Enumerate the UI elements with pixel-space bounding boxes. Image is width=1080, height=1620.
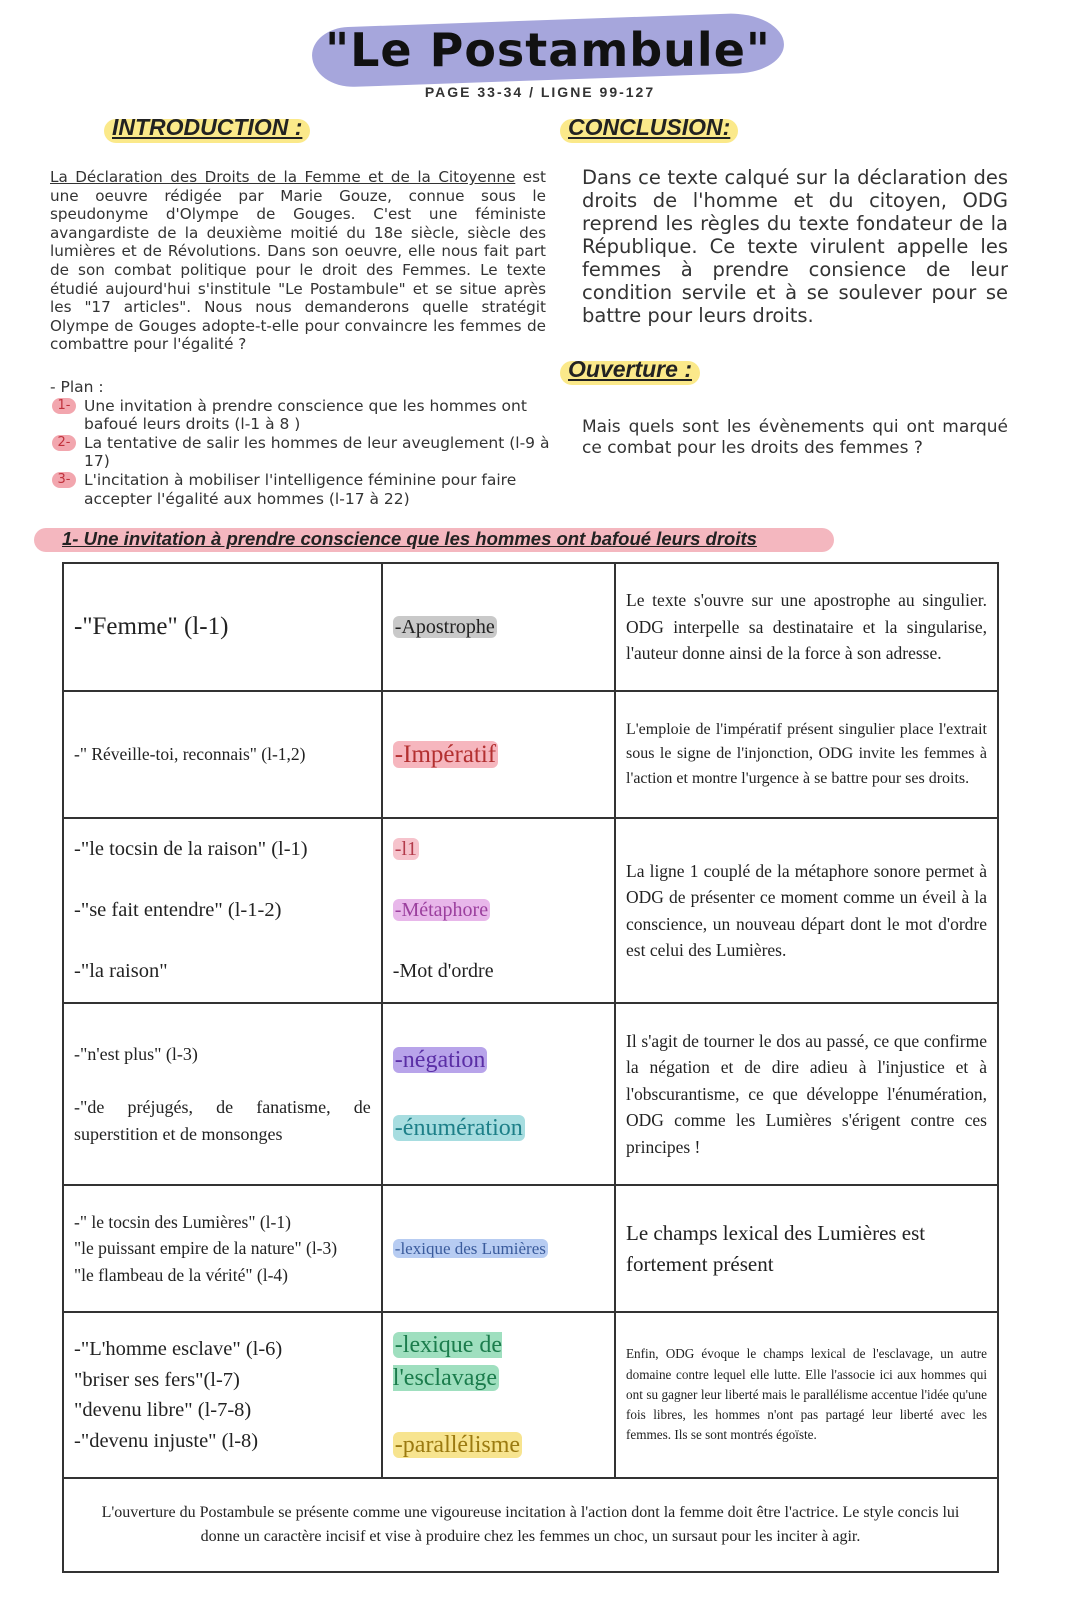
- table-row: [63, 563, 998, 691]
- citation: -"de préjugés, de fanatisme, de superstition et de monsonges: [74, 1096, 371, 1144]
- ouverture-paragraph: Mais quels sont les évènements qui ont marqué ce combat pour les droits des femmes ?: [582, 417, 1008, 458]
- plan-item: [50, 397, 550, 434]
- plan-block: [50, 378, 550, 508]
- procede: -lexique des Lumières: [394, 1238, 546, 1258]
- citation-cell: [63, 1185, 382, 1312]
- table-row: [63, 1478, 998, 1572]
- procede: -négation: [394, 1047, 486, 1073]
- citation: -"n'est plus" (l-3): [74, 1043, 198, 1064]
- citation-cell: [63, 691, 382, 818]
- citation: -"L'homme esclave" (l-6): [74, 1338, 283, 1360]
- citation: -"le tocsin de la raison" (l-1): [74, 838, 308, 860]
- procede-cell: [382, 1312, 615, 1478]
- introduction-text: est une oeuvre rédigée par Marie Gouze, connue sous le speudonyme d'Olympe de Gouges. C'est une féministe avangardiste de la deuxième moitié du 18e siècle, siècle des lumières et de Révolutions. Dans son oeuvre, elle nous fait part de son combat politique pour le droit des Femmes. Le texte étudié aujourd'hui s'institule "Le Postambule" et se situe après les "17 articles". Nous nous demanderons quelle stratégit Olympe de Gouges adopte-t-elle pour convaincre les femmes de combattre pour l'égalité ?: [50, 168, 547, 354]
- citation-cell: [63, 818, 382, 1003]
- ouverture-heading-text: Ouverture :: [568, 356, 692, 382]
- plan-number: 2-: [52, 435, 76, 451]
- plan-item: [50, 471, 550, 508]
- citation-cell: [63, 1003, 382, 1185]
- plan-label: - Plan :: [50, 378, 104, 396]
- analysis-cell: Le texte s'ouvre sur une apostrophe au singulier. ODG interpelle sa destinataire et la singularise, l'auteur donne ainsi de la force à son adresse.: [615, 563, 998, 691]
- analysis-table: [62, 562, 999, 1573]
- procede: -parallélisme: [394, 1431, 521, 1458]
- citation: "le puissant empire de la nature" (l-3): [74, 1238, 338, 1259]
- plan-item: [50, 434, 550, 471]
- introduction-heading-text: INTRODUCTION :: [112, 114, 303, 140]
- analysis-cell: La ligne 1 couplé de la métaphore sonore permet à ODG de présenter ce moment comme un éveil à la conscience, un nouveau départ dont le mot d'ordre est celui des Lumières.: [615, 818, 998, 1003]
- analysis-cell: Il s'agit de tourner le dos au passé, ce que confirme la négation et de dire adieu à l'injustice et à l'obscurantisme, ce que développe l'énumération, ODG comme les Lumières s'érigent contre ces principes !: [615, 1003, 998, 1185]
- procede: -lexique de l'esclavage: [392, 1331, 503, 1391]
- title-block: [312, 12, 784, 92]
- citation-cell: [63, 563, 382, 691]
- citation: "le flambeau de la vérité" (l-4): [74, 1264, 288, 1285]
- procede: -Impératif: [394, 740, 497, 768]
- analysis-cell: Le champs lexical des Lumières est fortement présent: [615, 1185, 998, 1312]
- conclusion-paragraph: Dans ce texte calqué sur la déclaration des droits de l'homme et du citoyen, ODG reprend les règles du texte fondateur de la République. Ce texte virulent appelle les femmes à prendre consience de leur condition servile et à se soulever pour se battre pour leurs droits.: [582, 166, 1008, 327]
- conclusion-heading: [568, 114, 730, 144]
- introduction-heading: [112, 114, 302, 144]
- procede-cell: [382, 1003, 615, 1185]
- citation-cell: [63, 1312, 382, 1478]
- table-row: [63, 1003, 998, 1185]
- analysis-cell: L'emploie de l'impératif présent singulier place l'extrait sous le signe de l'injonction, ODG invite les femmes à l'action et montre l'urgence à se battre pour ses droits.: [615, 691, 998, 818]
- page-title: "Le Postambule": [325, 23, 771, 77]
- page-reference: PAGE 33-34 / LIGNE 99-127: [424, 84, 656, 100]
- citation: -" le tocsin des Lumières" (l-1): [74, 1211, 291, 1232]
- work-title: La Déclaration des Droits de la Femme et de la Citoyenne: [50, 168, 516, 186]
- procede-cell: [382, 1185, 615, 1312]
- procede: -l1: [394, 838, 418, 860]
- plan-item-text: L'incitation à mobiliser l'intelligence féminine pour faire accepter l'égalité aux hommes (l-17 à 22): [84, 470, 517, 508]
- procede-cell: [382, 818, 615, 1003]
- summary-cell: L'ouverture du Postambule se présente comme une vigoureuse incitation à l'action dont la femme doit être l'actrice. Le style concis lui donne un caractère incisif et vise à produire chez les femmes un choc, un sursaut pour les inciter à agir.: [63, 1478, 998, 1572]
- citation: -"la raison": [74, 960, 168, 982]
- citation: "devenu libre" (l-7-8): [74, 1399, 252, 1421]
- citation: "briser ses fers"(l-7): [74, 1368, 240, 1391]
- plan-item-text: La tentative de salir les hommes de leur aveuglement (l-9 à 17): [84, 433, 550, 471]
- procede: -énumération: [394, 1115, 523, 1141]
- citation: -"devenu injuste" (l-8): [74, 1429, 259, 1452]
- citation: -" Réveille-toi, reconnais" (l-1,2): [74, 744, 306, 764]
- part-title-block: [34, 525, 834, 555]
- citation: -"Femme" (l-1): [74, 613, 229, 640]
- table-row: [63, 1312, 998, 1478]
- citation: -"se fait entendre" (l-1-2): [74, 899, 282, 921]
- plan-number: 3-: [52, 472, 76, 488]
- procede-cell: [382, 563, 615, 691]
- conclusion-heading-text: CONCLUSION:: [568, 114, 731, 140]
- procede-cell: [382, 691, 615, 818]
- table-row: [63, 691, 998, 818]
- introduction-paragraph: [50, 168, 546, 354]
- table-row: [63, 1185, 998, 1312]
- plan-number: 1-: [52, 398, 76, 414]
- part-title: 1- Une invitation à prendre conscience que les hommes ont bafoué leurs droits: [62, 528, 757, 549]
- plan-item-text: Une invitation à prendre conscience que les hommes ont bafoué leurs droits (l-1 à 8 ): [84, 396, 527, 434]
- ouverture-heading: [568, 356, 692, 386]
- procede: -Apostrophe: [394, 615, 495, 638]
- table-row: [63, 818, 998, 1003]
- procede: -Métaphore: [394, 899, 489, 921]
- procede: -Mot d'ordre: [392, 960, 494, 982]
- analysis-cell: Enfin, ODG évoque le champs lexical de l'esclavage, un autre domaine contre lequel elle lutte. Elle l'associe ici aux hommes qui ont su gagner leur liberté mais le parallélisme accentue l'idée qu'une fois libres, les hommes n'ont pas partagé leur liberté avec les femmes. Ils se sont montrés égoïste.: [615, 1312, 998, 1478]
